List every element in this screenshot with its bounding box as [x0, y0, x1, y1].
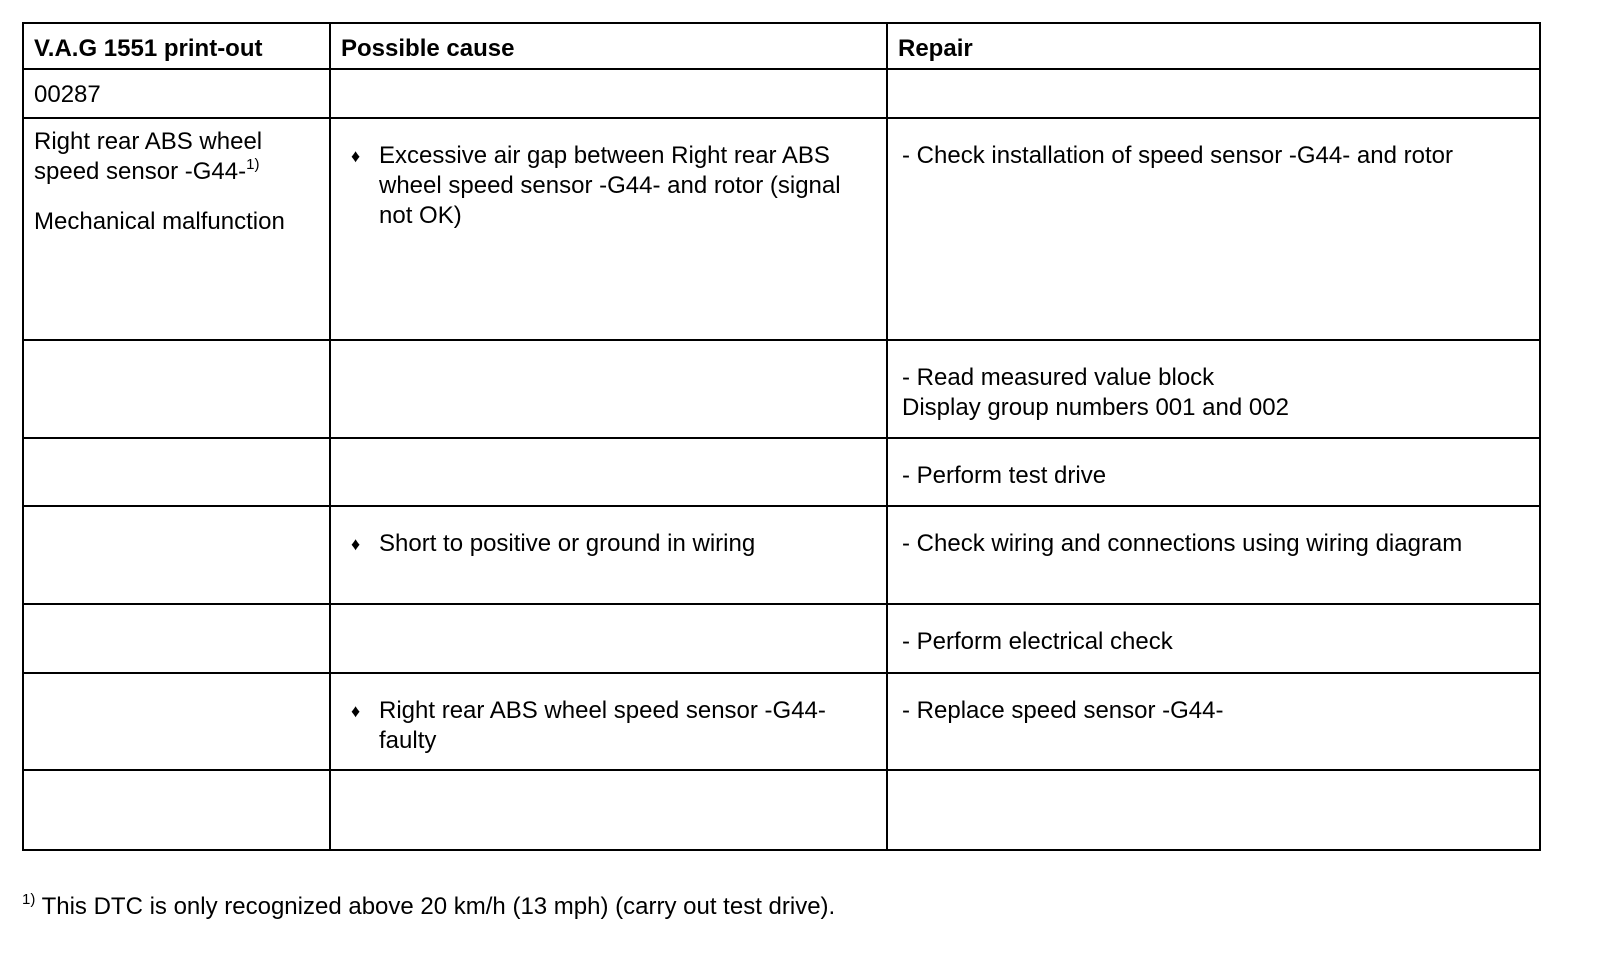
printout-cell [23, 770, 330, 850]
repair-text: - Check installation of speed sensor -G44- and rotor [902, 142, 1453, 169]
repair-text: - Perform electrical check [902, 628, 1173, 655]
repair-text: - Perform test drive [902, 462, 1107, 489]
table-row [23, 118, 1540, 340]
cause-text: Excessive air gap between Right rear ABS wheel speed sensor -G44- and rotor (signal not OK) [379, 142, 841, 229]
printout-cell [23, 604, 330, 673]
table-row [23, 604, 1540, 673]
repair-cell [887, 673, 1540, 770]
repair-text-line2: Display group numbers 001 and 002 [902, 394, 1289, 421]
printout-cell [23, 118, 330, 340]
bullet-icon: ♦ [351, 146, 361, 166]
bullet-icon: ♦ [351, 534, 361, 554]
printout-text: 00287 [34, 81, 101, 108]
cause-cell [330, 604, 887, 673]
spacer [34, 187, 321, 207]
repair-cell [887, 340, 1540, 438]
cause-cell [330, 770, 887, 850]
cause-item [351, 529, 878, 559]
repair-text: - Check wiring and connections using wiring diagram [902, 530, 1463, 557]
cause-item [351, 141, 878, 231]
footnote-marker: 1) [22, 891, 36, 908]
cause-cell [330, 506, 887, 604]
table-row [23, 673, 1540, 770]
printout-cell [23, 673, 330, 770]
repair-cell [887, 69, 1540, 118]
table-row [23, 506, 1540, 604]
header-printout: V.A.G 1551 print-out [23, 23, 330, 69]
cause-cell [330, 69, 887, 118]
repair-cell [887, 506, 1540, 604]
cause-cell [330, 118, 887, 340]
dtc-table [22, 22, 1541, 851]
printout-detail: Mechanical malfunction [34, 208, 285, 235]
printout-cell [23, 438, 330, 506]
printout-cell [23, 340, 330, 438]
table-row [23, 69, 1540, 118]
repair-cell [887, 604, 1540, 673]
repair-cell [887, 438, 1540, 506]
header-possible-cause: Possible cause [330, 23, 887, 69]
printout-cell [23, 69, 330, 118]
cause-cell [330, 340, 887, 438]
footnote-ref: 1) [246, 156, 260, 173]
footnote-text: This DTC is only recognized above 20 km/h (13 mph) (carry out test drive). [41, 893, 836, 920]
bullet-icon: ♦ [351, 701, 361, 721]
table-row [23, 340, 1540, 438]
table-header-row [23, 23, 1540, 69]
footnote [22, 892, 835, 922]
repair-text: - Read measured value block [902, 364, 1215, 391]
cause-text: Right rear ABS wheel speed sensor -G44- faulty [379, 697, 826, 754]
table-row [23, 770, 1540, 850]
header-repair: Repair [887, 23, 1540, 69]
repair-cell [887, 770, 1540, 850]
repair-text: - Replace speed sensor -G44- [902, 697, 1224, 724]
printout-text: Right rear ABS wheel speed sensor -G44- [34, 128, 263, 185]
cause-cell [330, 438, 887, 506]
repair-cell [887, 118, 1540, 340]
cause-item [351, 696, 878, 756]
cause-cell [330, 673, 887, 770]
cause-text: Short to positive or ground in wiring [379, 530, 756, 557]
table-row [23, 438, 1540, 506]
printout-cell [23, 506, 330, 604]
